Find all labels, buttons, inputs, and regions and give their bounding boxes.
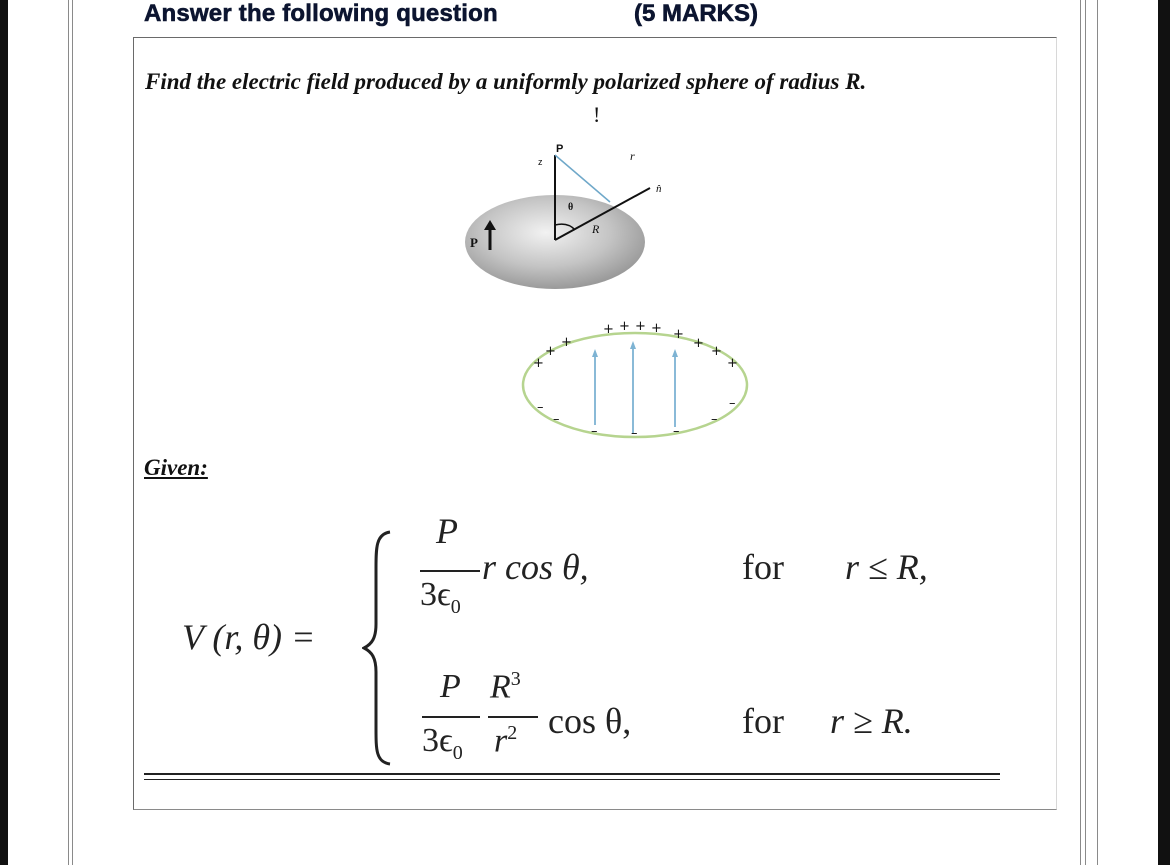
given-label: Given:: [144, 455, 208, 480]
marks-label: (5 MARKS): [634, 0, 758, 27]
label-n-hat: n̂: [656, 183, 662, 195]
field-arrow-2: [630, 341, 636, 349]
field-arrow-1: [592, 349, 598, 357]
plus-charges: +++ + + + + ++ ++: [533, 319, 738, 371]
bottom-double-rule-2: [144, 779, 1000, 780]
case2-numerator-1: P: [440, 668, 461, 705]
text-cursor-marker: !: [593, 102, 601, 127]
margin-line-right-2: [1085, 0, 1086, 865]
equation-lhs: V (r, θ) =: [182, 617, 316, 657]
left-edge: [0, 0, 8, 865]
label-P-top: P: [556, 143, 564, 155]
right-edge: [1158, 0, 1170, 865]
label-theta: θ: [568, 202, 574, 213]
r-vector: [555, 155, 610, 202]
case2-condition: r ≥ R.: [830, 701, 913, 741]
sphere-figure: [440, 130, 690, 300]
bottom-double-rule-1: [144, 773, 1000, 775]
case1-for: for: [742, 547, 784, 587]
question-text: Find the electric field produced by a uniformly polarized sphere of radius R.: [145, 69, 867, 94]
case2-fraction-bar-2: [488, 716, 538, 718]
field-arrow-3: [672, 349, 678, 357]
case2-denominator-2: $r^2$: [494, 722, 518, 760]
label-R: R: [592, 222, 600, 236]
case1-numerator: P: [436, 511, 458, 551]
charge-figure: [515, 315, 760, 445]
case1-fraction-bar: [420, 570, 480, 572]
margin-line-left-1: [68, 0, 69, 865]
section-title: Answer the following question: [144, 0, 498, 27]
piecewise-brace: [362, 528, 394, 768]
case2-numerator-2: $R^3$: [490, 668, 521, 706]
case2-fraction-bar-1: [422, 716, 480, 718]
label-z: z: [538, 157, 543, 167]
margin-line-right-1: [1080, 0, 1081, 865]
case2-for: for: [742, 701, 784, 741]
label-r: r: [630, 149, 635, 163]
case1-condition: r ≤ R,: [845, 547, 928, 587]
case1-expression: r cos θ,: [482, 547, 589, 587]
case2-denominator-1: $3\epsilon_0$: [422, 722, 463, 764]
label-P-vector: P: [470, 235, 478, 250]
minus-charges: ––– – –– –: [537, 396, 736, 441]
margin-line-left-2: [72, 0, 73, 865]
case1-denominator: $3\epsilon_0$: [420, 576, 461, 618]
case2-expression: cos θ,: [548, 701, 632, 741]
margin-line-right-3: [1097, 0, 1098, 865]
